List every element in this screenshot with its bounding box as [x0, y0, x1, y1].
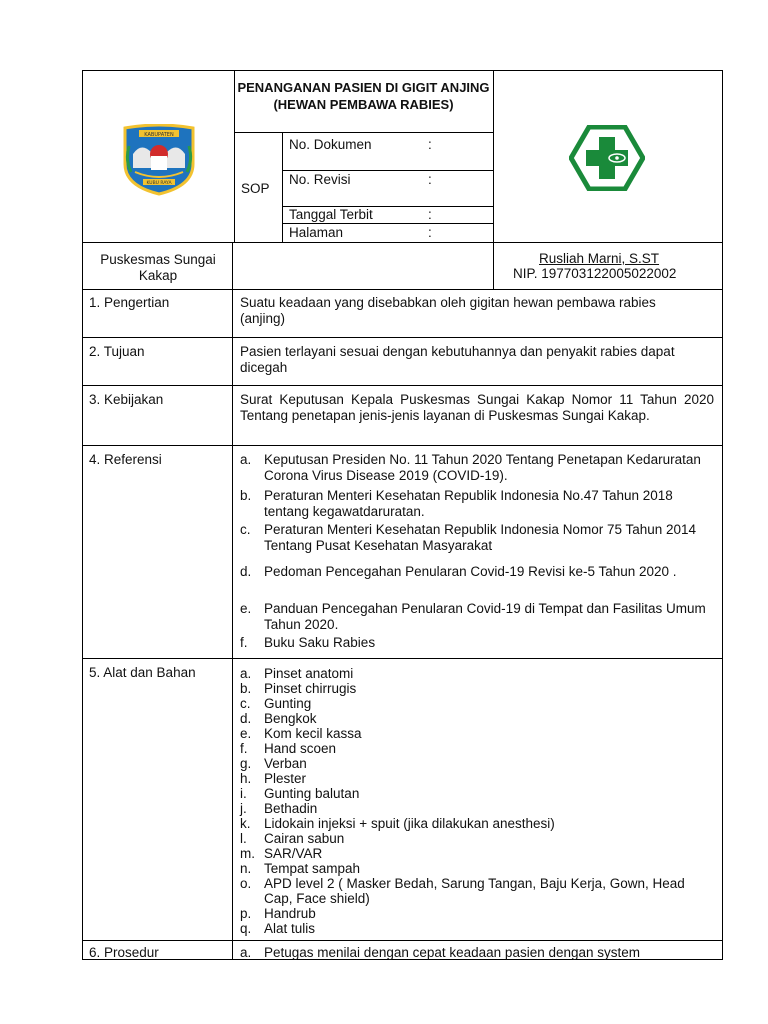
list-item-alat-bahan: [240, 711, 716, 726]
list-text: Petugas menilai dengan cepat keadaan pasien dengan system: [264, 945, 641, 960]
puskesmas-name: Puskesmas Sungai Kakap: [100, 252, 216, 283]
list-marker: f.: [240, 741, 248, 756]
list-item-prosedur: [240, 945, 716, 961]
list-text: Lidokain injeksi + spuit (jika dilakukan anesthesi): [264, 816, 555, 831]
list-item-referensi: [240, 564, 716, 580]
list-item-alat-bahan: [240, 771, 716, 786]
list-text: Pinset anatomi: [264, 666, 354, 681]
signer-name: Rusliah Marni, S.ST: [539, 251, 660, 266]
list-marker: i.: [240, 786, 247, 801]
list-marker: p.: [240, 906, 252, 921]
list-text: Handrub: [264, 906, 316, 921]
doc-field-sep-no-revisi: :: [428, 172, 432, 187]
list-text: Bethadin: [264, 801, 318, 816]
list-item-alat-bahan: [240, 861, 716, 876]
list-item-alat-bahan: [240, 741, 716, 756]
table-border-top: [82, 70, 723, 71]
list-item-referensi: [240, 488, 716, 519]
list-marker: f.: [240, 635, 248, 650]
row-line-3: [82, 445, 723, 446]
doc-field-sep-tanggal-terbit: :: [428, 207, 432, 222]
list-marker: j.: [240, 801, 247, 816]
list-marker: c.: [240, 522, 251, 537]
list-marker: a.: [240, 945, 252, 960]
list-text: Peraturan Menteri Kesehatan Republik Indonesia No.47 Tahun 2018 tentang kegawatdaruratan.: [264, 488, 673, 519]
doc-field-sep-halaman: :: [428, 225, 432, 240]
list-item-alat-bahan: [240, 801, 716, 816]
row-line-4: [82, 658, 723, 659]
list-marker: l.: [240, 831, 247, 846]
list-marker: b.: [240, 681, 252, 696]
table-border-right: [722, 70, 723, 960]
list-text: SAR/VAR: [264, 846, 323, 861]
document-title: PENANGANAN PASIEN DI GIGIT ANJING (HEWAN PEMBAWA RABIES): [237, 80, 490, 112]
list-text: Gunting: [264, 696, 312, 711]
list-text: Plester: [264, 771, 307, 786]
list-text: Alat tulis: [264, 921, 316, 936]
section-text-tujuan: Pasien terlayani sesuai dengan kebutuhannya dan penyakit rabies dapat dicegah: [240, 344, 675, 375]
list-text: Buku Saku Rabies: [264, 635, 376, 650]
list-marker: e.: [240, 601, 252, 616]
list-item-alat-bahan: [240, 726, 716, 741]
list-text: Verban: [264, 756, 307, 771]
list-marker: d.: [240, 711, 252, 726]
list-marker: o.: [240, 876, 252, 891]
doc-field-label-no-revisi: No. Revisi: [289, 172, 351, 187]
list-marker: d.: [240, 564, 252, 579]
doc-line-1: [282, 170, 494, 171]
row-line-2: [82, 385, 723, 386]
list-text: Bengkok: [264, 711, 317, 726]
list-text: Kom kecil kassa: [264, 726, 362, 741]
list-text: Cairan sabun: [264, 831, 345, 846]
section-text-kebijakan: Surat Keputusan Kepala Puskesmas Sungai Kakap Nomor 11 Tahun 2020 Tentang penetapan jenis-jenis layanan di Puskesmas Sungai Kakap.: [240, 392, 714, 423]
doc-field-label-halaman: Halaman: [289, 225, 344, 240]
section-label-tujuan: 2. Tujuan: [89, 344, 145, 359]
doc-field-sep-no-dokumen: :: [428, 137, 432, 152]
row-line-5: [82, 940, 723, 941]
list-item-alat-bahan: [240, 846, 716, 861]
list-item-alat-bahan: [240, 876, 716, 906]
list-marker: a.: [240, 452, 252, 467]
list-item-alat-bahan: [240, 756, 716, 771]
list-marker: q.: [240, 921, 252, 936]
doc-field-label-tanggal-terbit: Tanggal Terbit: [289, 207, 373, 222]
doc-line-3: [282, 223, 494, 224]
list-item-alat-bahan: [240, 786, 716, 801]
sop-label: SOP: [241, 181, 270, 196]
sop-col-line: [282, 132, 283, 242]
list-text: Pedoman Pencegahan Penularan Covid-19 Revisi ke-5 Tahun 2020 .: [264, 564, 677, 579]
list-text: APD level 2 ( Masker Bedah, Sarung Tangan, Baju Kerja, Gown, Head Cap, Face shield): [264, 876, 685, 906]
regency-logo: [121, 124, 197, 196]
list-item-alat-bahan: [240, 831, 716, 846]
list-item-alat-bahan: [240, 906, 716, 921]
list-text: Hand scoen: [264, 741, 337, 756]
list-item-alat-bahan: [240, 681, 716, 696]
list-text: Pinset chirrugis: [264, 681, 357, 696]
list-text: Keputusan Presiden No. 11 Tahun 2020 Tentang Penetapan Kedaruratan Corona Virus Disease 2019 (COVID-19).: [264, 452, 701, 483]
section-text-pengertian: Suatu keadaan yang disebabkan oleh gigitan hewan pembawa rabies (anjing): [240, 295, 656, 326]
table-border-left: [82, 70, 83, 960]
puskesmas-logo: [569, 125, 645, 191]
svg-text:KUBU RAYA: KUBU RAYA: [146, 181, 172, 186]
list-marker: k.: [240, 816, 251, 831]
list-marker: m.: [240, 846, 255, 861]
list-item-alat-bahan: [240, 921, 716, 936]
section-label-referensi: 4. Referensi: [89, 452, 162, 467]
list-item-referensi: [240, 601, 716, 632]
label-col-line: [232, 242, 233, 960]
list-marker: a.: [240, 666, 252, 681]
section-label-alat-bahan: 5. Alat dan Bahan: [89, 665, 196, 680]
svg-text:KABUPATEN: KABUPATEN: [144, 132, 174, 138]
list-item-alat-bahan: [240, 816, 716, 831]
header-col-line-2: [493, 70, 494, 290]
section-label-prosedur: 6. Prosedur: [89, 945, 159, 960]
list-marker: g.: [240, 756, 252, 771]
list-text: Panduan Pencegahan Penularan Covid-19 di Tempat dan Fasilitas Umum Tahun 2020.: [264, 601, 706, 632]
list-item-referensi: [240, 452, 716, 483]
row-line-1: [82, 337, 723, 338]
section-label-pengertian: 1. Pengertian: [89, 295, 170, 310]
org-bottom-line: [82, 289, 723, 290]
doc-field-label-no-dokumen: No. Dokumen: [289, 137, 372, 152]
list-item-alat-bahan: [240, 666, 716, 681]
list-item-referensi: [240, 522, 716, 553]
list-marker: h.: [240, 771, 252, 786]
list-text: Tempat sampah: [264, 861, 361, 876]
signer-nip: NIP. 197703122005022002: [513, 266, 677, 281]
list-marker: e.: [240, 726, 252, 741]
list-marker: c.: [240, 696, 251, 711]
list-text: Gunting balutan: [264, 786, 360, 801]
list-item-alat-bahan: [240, 696, 716, 711]
list-text: Peraturan Menteri Kesehatan Republik Indonesia Nomor 75 Tahun 2014 Tentang Pusat Kesehatan Masyarakat: [264, 522, 697, 553]
list-marker: n.: [240, 861, 252, 876]
list-marker: b.: [240, 488, 252, 503]
section-label-kebijakan: 3. Kebijakan: [89, 392, 164, 407]
header-bottom-line: [82, 242, 723, 243]
list-item-referensi: [240, 635, 716, 651]
title-bottom-line: [234, 132, 494, 133]
